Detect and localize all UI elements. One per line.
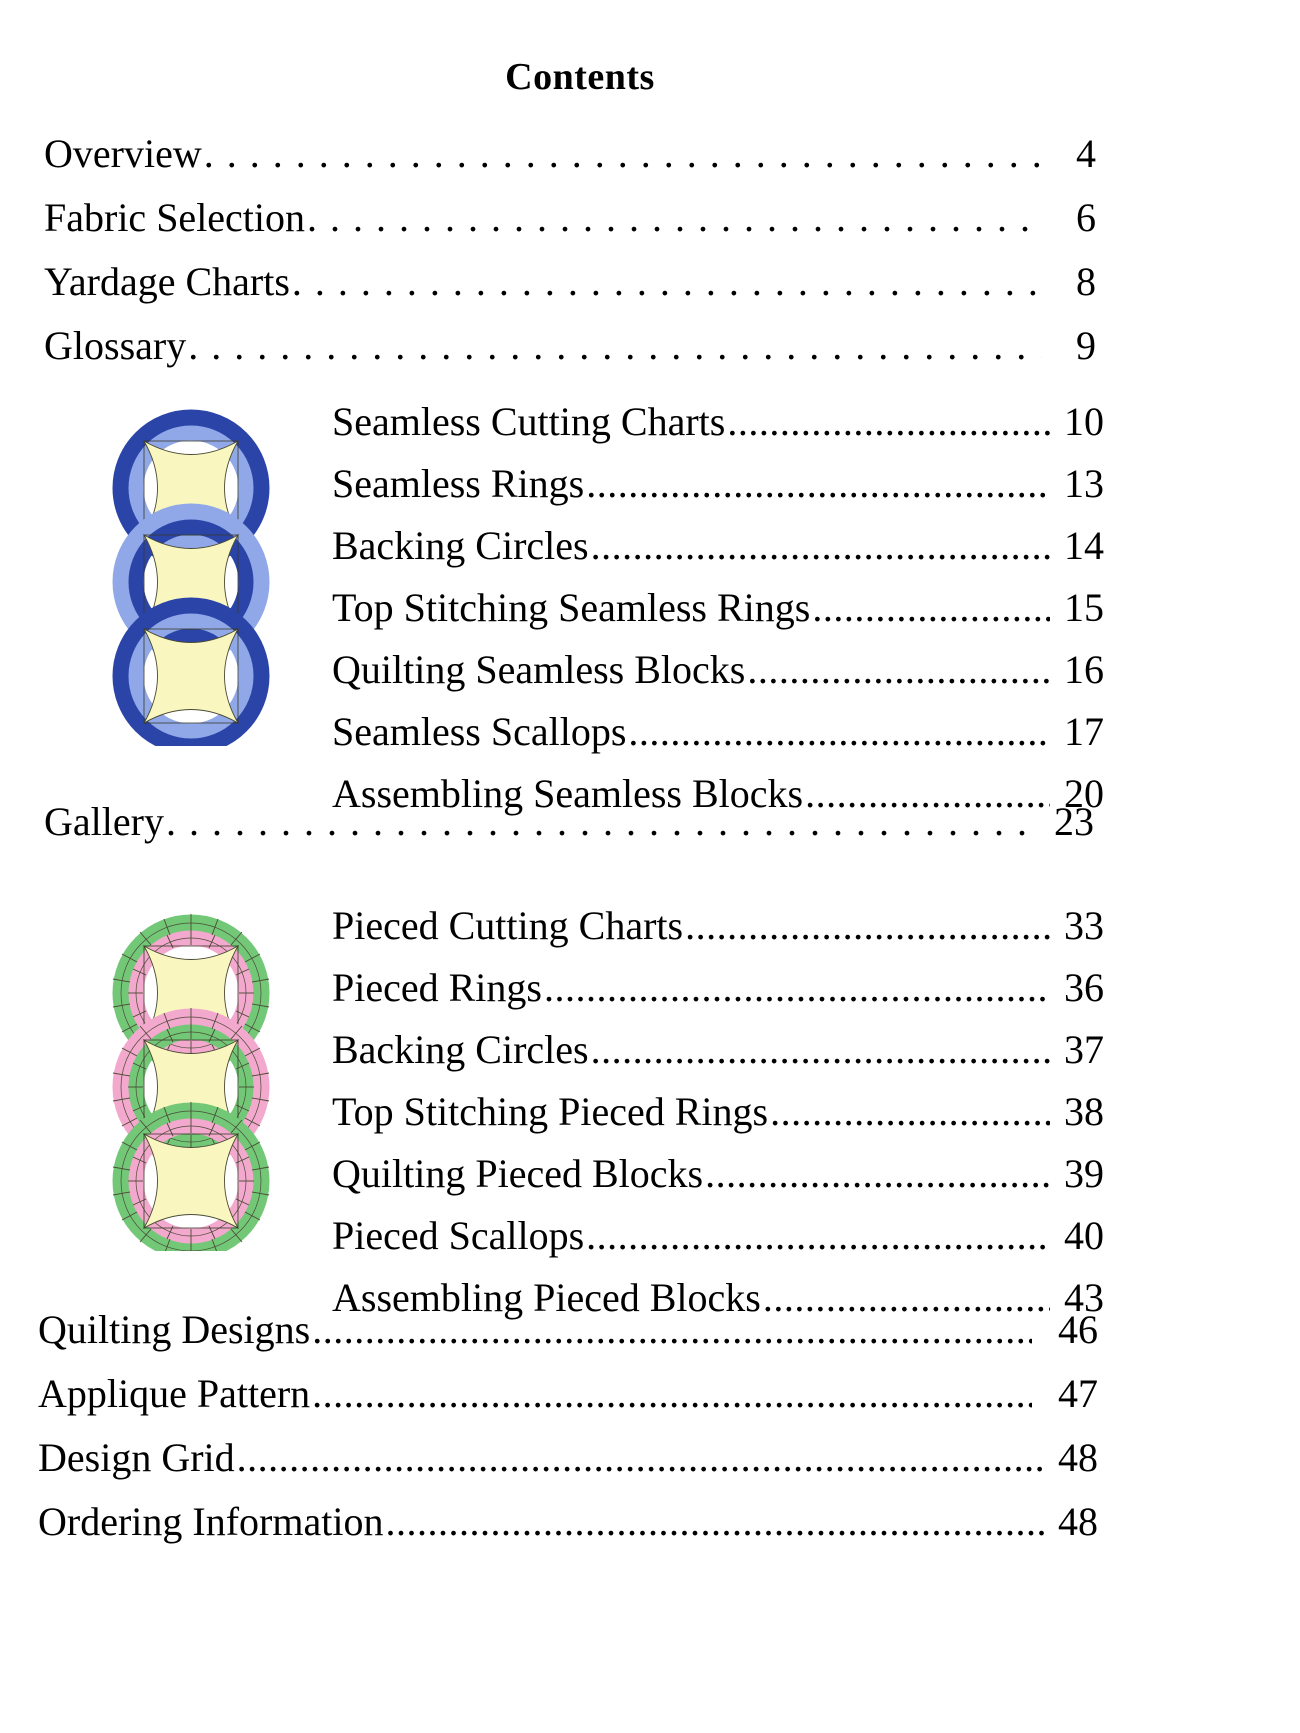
toc-entry-quilting-seamless-blocks[interactable] bbox=[332, 644, 1104, 696]
toc-entry-pieced-cutting-charts[interactable] bbox=[332, 900, 1104, 952]
toc-entry-page: 43 bbox=[1064, 1275, 1104, 1320]
toc-entry-page: 48 bbox=[1058, 1435, 1098, 1480]
toc-entry-label: Assembling Seamless Blocks bbox=[332, 771, 804, 816]
toc-entry-page: 4 bbox=[1076, 131, 1096, 176]
toc-seamless-section bbox=[332, 396, 1104, 830]
toc-entry-label: Gallery bbox=[44, 799, 164, 844]
dot-leader bbox=[204, 134, 1042, 174]
toc-entry-gallery[interactable] bbox=[44, 796, 1094, 848]
toc-entry-glossary[interactable] bbox=[44, 320, 1096, 372]
dot-leader bbox=[685, 906, 1050, 946]
toc-entry-page: 14 bbox=[1064, 523, 1104, 568]
toc-entry-quilting-designs[interactable] bbox=[38, 1304, 1098, 1356]
dot-leader bbox=[586, 1216, 1050, 1256]
toc-entry-label: Pieced Rings bbox=[332, 965, 542, 1010]
toc-entry-page: 23 bbox=[1054, 799, 1094, 844]
toc-entry-page: 13 bbox=[1064, 461, 1104, 506]
toc-entry-label: Assembling Pieced Blocks bbox=[332, 1275, 761, 1320]
dot-leader bbox=[727, 402, 1050, 442]
toc-entry-page: 9 bbox=[1076, 323, 1096, 368]
toc-entry-page: 8 bbox=[1076, 259, 1096, 304]
dot-leader bbox=[292, 262, 1042, 302]
toc-entry-backing-circles-pieced[interactable] bbox=[332, 1024, 1104, 1076]
toc-entry-label: Fabric Selection bbox=[44, 195, 306, 240]
dot-leader bbox=[544, 968, 1050, 1008]
dot-leader bbox=[591, 526, 1050, 566]
toc-gallery-section bbox=[44, 796, 1094, 848]
dot-leader bbox=[586, 464, 1050, 504]
toc-entry-page: 47 bbox=[1058, 1371, 1098, 1416]
toc-entry-page: 37 bbox=[1064, 1027, 1104, 1072]
toc-entry-label: Seamless Rings bbox=[332, 461, 585, 506]
toc-entry-label: Glossary bbox=[44, 323, 187, 368]
toc-entry-applique-pattern[interactable] bbox=[38, 1368, 1098, 1420]
toc-entry-label: Overview bbox=[44, 131, 202, 176]
dot-leader bbox=[591, 1030, 1050, 1070]
toc-entry-quilting-pieced-blocks[interactable] bbox=[332, 1148, 1104, 1200]
dot-leader bbox=[705, 1154, 1050, 1194]
dot-leader bbox=[237, 1438, 1044, 1478]
toc-entry-top-stitching-seamless-rings[interactable] bbox=[332, 582, 1104, 634]
pieced-quilt-blocks-figure bbox=[103, 905, 279, 1261]
toc-entry-label: Seamless Cutting Charts bbox=[332, 399, 726, 444]
toc-entry-backing-circles-seamless[interactable] bbox=[332, 520, 1104, 572]
toc-entry-label: Top Stitching Pieced Rings bbox=[332, 1089, 769, 1134]
toc-entry-ordering-information[interactable] bbox=[38, 1496, 1098, 1548]
toc-entry-label: Quilting Seamless Blocks bbox=[332, 647, 746, 692]
toc-entry-label: Ordering Information bbox=[38, 1499, 384, 1544]
toc-entry-page: 17 bbox=[1064, 709, 1104, 754]
toc-entry-page: 20 bbox=[1064, 771, 1104, 816]
toc-entry-label: Top Stitching Seamless Rings bbox=[332, 585, 811, 630]
toc-entry-seamless-cutting-charts[interactable] bbox=[332, 396, 1104, 448]
toc-entry-label: Design Grid bbox=[38, 1435, 235, 1480]
toc-entry-page: 48 bbox=[1058, 1499, 1098, 1544]
toc-entry-seamless-scallops[interactable] bbox=[332, 706, 1104, 758]
toc-entry-page: 40 bbox=[1064, 1213, 1104, 1258]
toc-entry-label: Pieced Scallops bbox=[332, 1213, 585, 1258]
toc-entry-pieced-rings[interactable] bbox=[332, 962, 1104, 1014]
dot-leader bbox=[188, 326, 1042, 366]
dot-leader bbox=[166, 802, 1028, 842]
toc-entry-page: 10 bbox=[1064, 399, 1104, 444]
toc-entry-label: Backing Circles bbox=[332, 523, 589, 568]
toc-entry-fabric-selection[interactable] bbox=[44, 192, 1096, 244]
toc-entry-page: 38 bbox=[1064, 1089, 1104, 1134]
toc-entry-page: 6 bbox=[1076, 195, 1096, 240]
dot-leader bbox=[628, 712, 1050, 752]
seamless-quilt-blocks-figure bbox=[103, 400, 279, 756]
page-title: Contents bbox=[505, 56, 655, 98]
toc-entry-page: 15 bbox=[1064, 585, 1104, 630]
toc-entry-page: 36 bbox=[1064, 965, 1104, 1010]
toc-entry-pieced-scallops[interactable] bbox=[332, 1210, 1104, 1262]
dot-leader bbox=[385, 1502, 1044, 1542]
toc-entry-label: Applique Pattern bbox=[38, 1371, 311, 1416]
toc-entry-yardage-charts[interactable] bbox=[44, 256, 1096, 308]
toc-bottom-section bbox=[38, 1304, 1098, 1560]
toc-entry-overview[interactable] bbox=[44, 128, 1096, 180]
toc-entry-label: Pieced Cutting Charts bbox=[332, 903, 684, 948]
toc-entry-label: Quilting Pieced Blocks bbox=[332, 1151, 704, 1196]
toc-entry-label: Yardage Charts bbox=[44, 259, 290, 304]
dot-leader bbox=[312, 1310, 1032, 1350]
toc-top-section bbox=[44, 128, 1096, 384]
toc-pieced-section bbox=[332, 900, 1104, 1334]
toc-entry-label: Backing Circles bbox=[332, 1027, 589, 1072]
dot-leader bbox=[312, 1374, 1032, 1414]
toc-entry-page: 46 bbox=[1058, 1307, 1098, 1352]
toc-entry-page: 39 bbox=[1064, 1151, 1104, 1196]
dot-leader bbox=[307, 198, 1042, 238]
dot-leader bbox=[747, 650, 1050, 690]
toc-entry-label: Seamless Scallops bbox=[332, 709, 627, 754]
toc-entry-top-stitching-pieced-rings[interactable] bbox=[332, 1086, 1104, 1138]
dot-leader bbox=[812, 588, 1050, 628]
toc-entry-design-grid[interactable] bbox=[38, 1432, 1098, 1484]
toc-entry-seamless-rings[interactable] bbox=[332, 458, 1104, 510]
toc-entry-page: 16 bbox=[1064, 647, 1104, 692]
dot-leader bbox=[770, 1092, 1050, 1132]
toc-entry-page: 33 bbox=[1064, 903, 1104, 948]
toc-entry-label: Quilting Designs bbox=[38, 1307, 311, 1352]
